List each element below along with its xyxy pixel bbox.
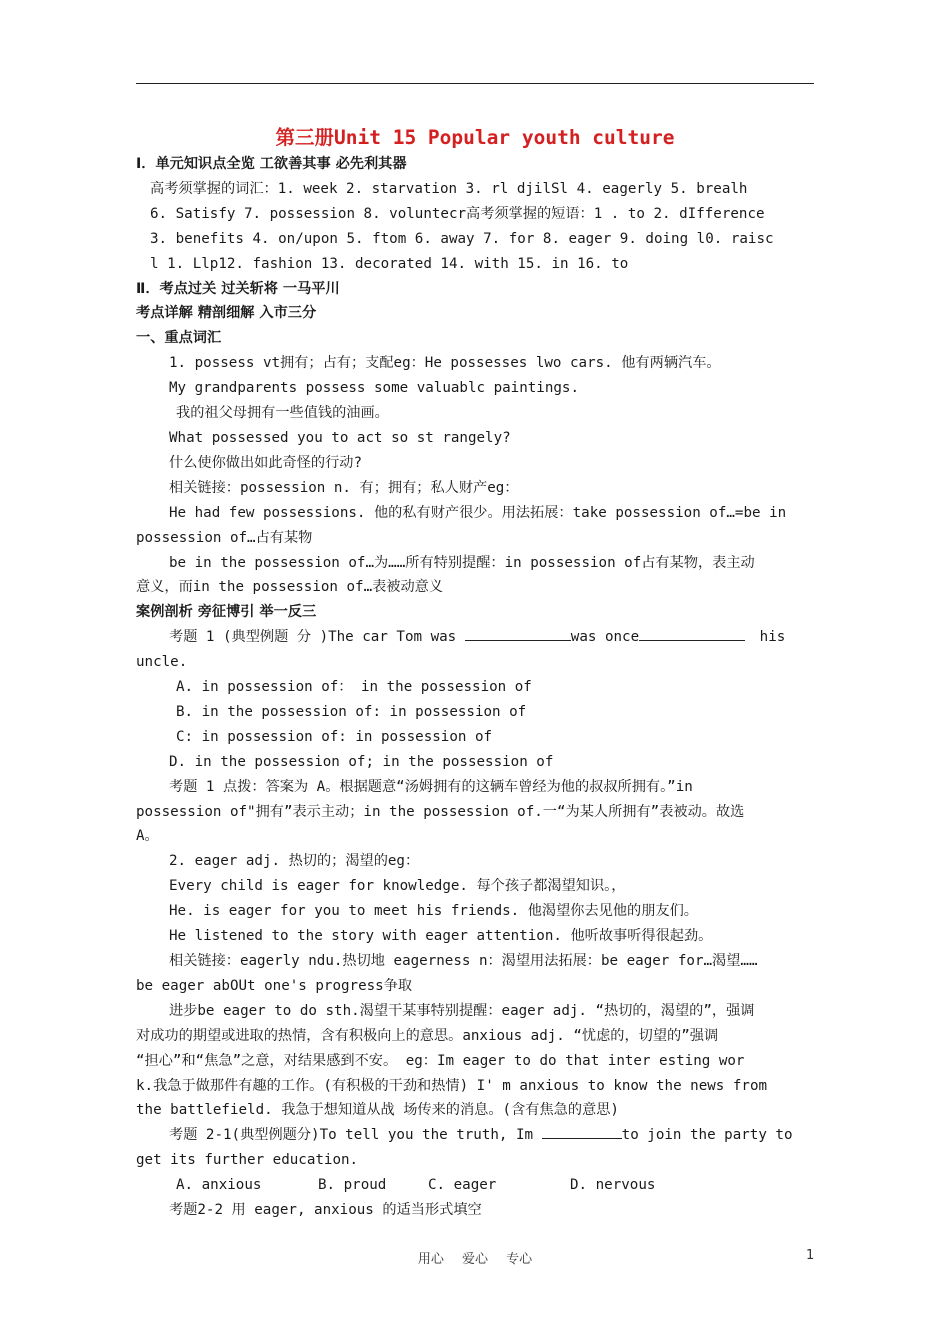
option-d: D. nervous	[570, 1177, 656, 1194]
eager-line: Every child is eager for knowledge. 每个孩子都渴望知识。，	[169, 878, 626, 895]
possess-line: 1. possess vt拥有；占有；支配eg：He possesses lwo cars. 他有两辆汽车。	[169, 355, 721, 372]
eager-line: k.我急于做那件有趣的工作。(有积极的干劲和热情) I' m anxious to know the news from	[136, 1077, 768, 1094]
answer-explanation: 考题 1 点拨：答案为 A。根据题意“汤姆拥有的这辆车曾经为他的叔叔所拥有。”in	[169, 778, 693, 795]
vocab-line: 高考须掌握的词汇：1. week 2. starvation 3. rl djilSl 4. eagerly 5. brealh	[150, 180, 748, 197]
section-heading-1: I．单元知识点全览 工欲善其事 必先利其器	[136, 156, 407, 172]
eager-line: 2. eager adj. 热切的；渴望的eg：	[169, 853, 420, 870]
question-1-stem	[136, 625, 814, 650]
possess-line: 什么使你做出如此奇怪的行动?	[169, 454, 362, 471]
eager-line: 相关链接：eagerly ndu.热切地 eagerness n：渴望用法拓展：be eager for…渴望……	[169, 953, 758, 969]
option-a: A. in possession of： in the possession of	[176, 679, 532, 696]
option-d: D. in the possession of; in the possession of	[169, 753, 554, 770]
possess-line: What possessed you to act so st rangely?	[169, 429, 511, 446]
possess-line: possession of…占有某物	[136, 529, 313, 546]
possess-line: be in the possession of…为……所有特别提醒：in possession of占有某物，表主动	[169, 554, 755, 571]
question-2-1-stem	[136, 1123, 814, 1148]
possess-line: He had few possessions. 他的私有财产很少。用法拓展：take possession of…=be in	[169, 504, 787, 521]
option-a: A. anxious	[176, 1177, 262, 1194]
eager-line: 进步be eager to do sth.渴望干某事特别提醒：eager adj. “热切的，渴望的”，强调	[169, 1002, 755, 1019]
eager-line: “担心”和“焦急”之意，对结果感到不安。 eg：Im eager to do that inter esting wor	[136, 1052, 745, 1069]
possess-line: My grandparents possess some valuablc paintings.	[169, 380, 579, 397]
answer-blank	[639, 625, 745, 641]
eager-line: be eager abOUt one's progress争取	[136, 977, 413, 994]
eager-line: He listened to the story with eager attention. 他听故事听得很起劲。	[169, 928, 713, 945]
question-1-text-b: was once	[570, 629, 640, 646]
answer-blank	[542, 1123, 622, 1139]
answer-explanation: A。	[136, 828, 159, 845]
document-body	[136, 124, 814, 1223]
eager-line: 对成功的期望或进取的热情，含有积极向上的意思。anxious adj. “忧虑的，切望的”强调	[136, 1027, 719, 1044]
question-1-text-a: 考题 1 (典型例题 分 )The car Tom was	[169, 629, 465, 646]
question-2-1-text-a: 考题 2-1(典型例题分)To tell you the truth, Im	[169, 1127, 542, 1144]
section-heading-3: 一、重点词汇	[136, 330, 222, 347]
eager-line: He. is eager for you to meet his friends. 他渴望你去见他的朋友们。	[169, 903, 698, 920]
option-c: C. eager	[428, 1177, 497, 1194]
question-2-1-stem-cont: get its further education.	[136, 1152, 359, 1169]
page-number: 1	[806, 1248, 815, 1263]
question-1-stem-cont: uncle.	[136, 654, 188, 671]
section-subheading: 考点详解 精剖细解 入市三分	[136, 305, 317, 322]
case-heading: 案例剖析 旁征博引 举一反三	[136, 604, 317, 621]
option-b: B. in the possession of: in possession of	[176, 703, 527, 720]
answer-blank	[465, 625, 571, 641]
document-title: 第三册Unit 15 Popular youth culture	[275, 126, 675, 149]
header-rule	[136, 83, 814, 84]
section-heading-2: Ⅱ．考点过关 过关斩将 一马平川	[136, 280, 340, 297]
answer-explanation: possession of"拥有”表示主动；in the possession of.一“为某人所拥有”表被动。故选	[136, 803, 745, 820]
option-b: B. proud	[318, 1177, 387, 1194]
eager-line: the battlefield. 我急于想知道从战 场传来的消息。(含有焦急的意思)	[136, 1102, 619, 1119]
footer-motto: 用心 爱心 专心	[417, 1252, 533, 1267]
possess-line: 相关链接：possession n. 有；拥有；私人财产eg：	[169, 479, 519, 496]
question-2-2-stem: 考题2-2 用 eager, anxious 的适当形式填空	[169, 1202, 482, 1219]
vocab-line: l 1. Llp12. fashion 13. decorated 14. with 15. in 16. to	[150, 255, 629, 272]
possess-line: 我的祖父母拥有一些值钱的油画。	[176, 405, 389, 422]
vocab-line: 6. Satisfy 7. possession 8. voluntecr高考须掌握的短语：1 . to 2. dIfference	[150, 205, 765, 222]
vocab-line: 3. benefits 4. on/upon 5. ftom 6. away 7. for 8. eager 9. doing l0. raisc	[150, 230, 774, 247]
possess-line: 意义，而in the possession of…表被动意义	[136, 579, 444, 596]
question-2-1-options	[136, 1173, 814, 1198]
question-1-text-c: his	[751, 629, 786, 646]
question-2-1-text-b: to join the party to	[621, 1127, 793, 1144]
option-c: C: in possession of: in possession of	[176, 728, 493, 745]
